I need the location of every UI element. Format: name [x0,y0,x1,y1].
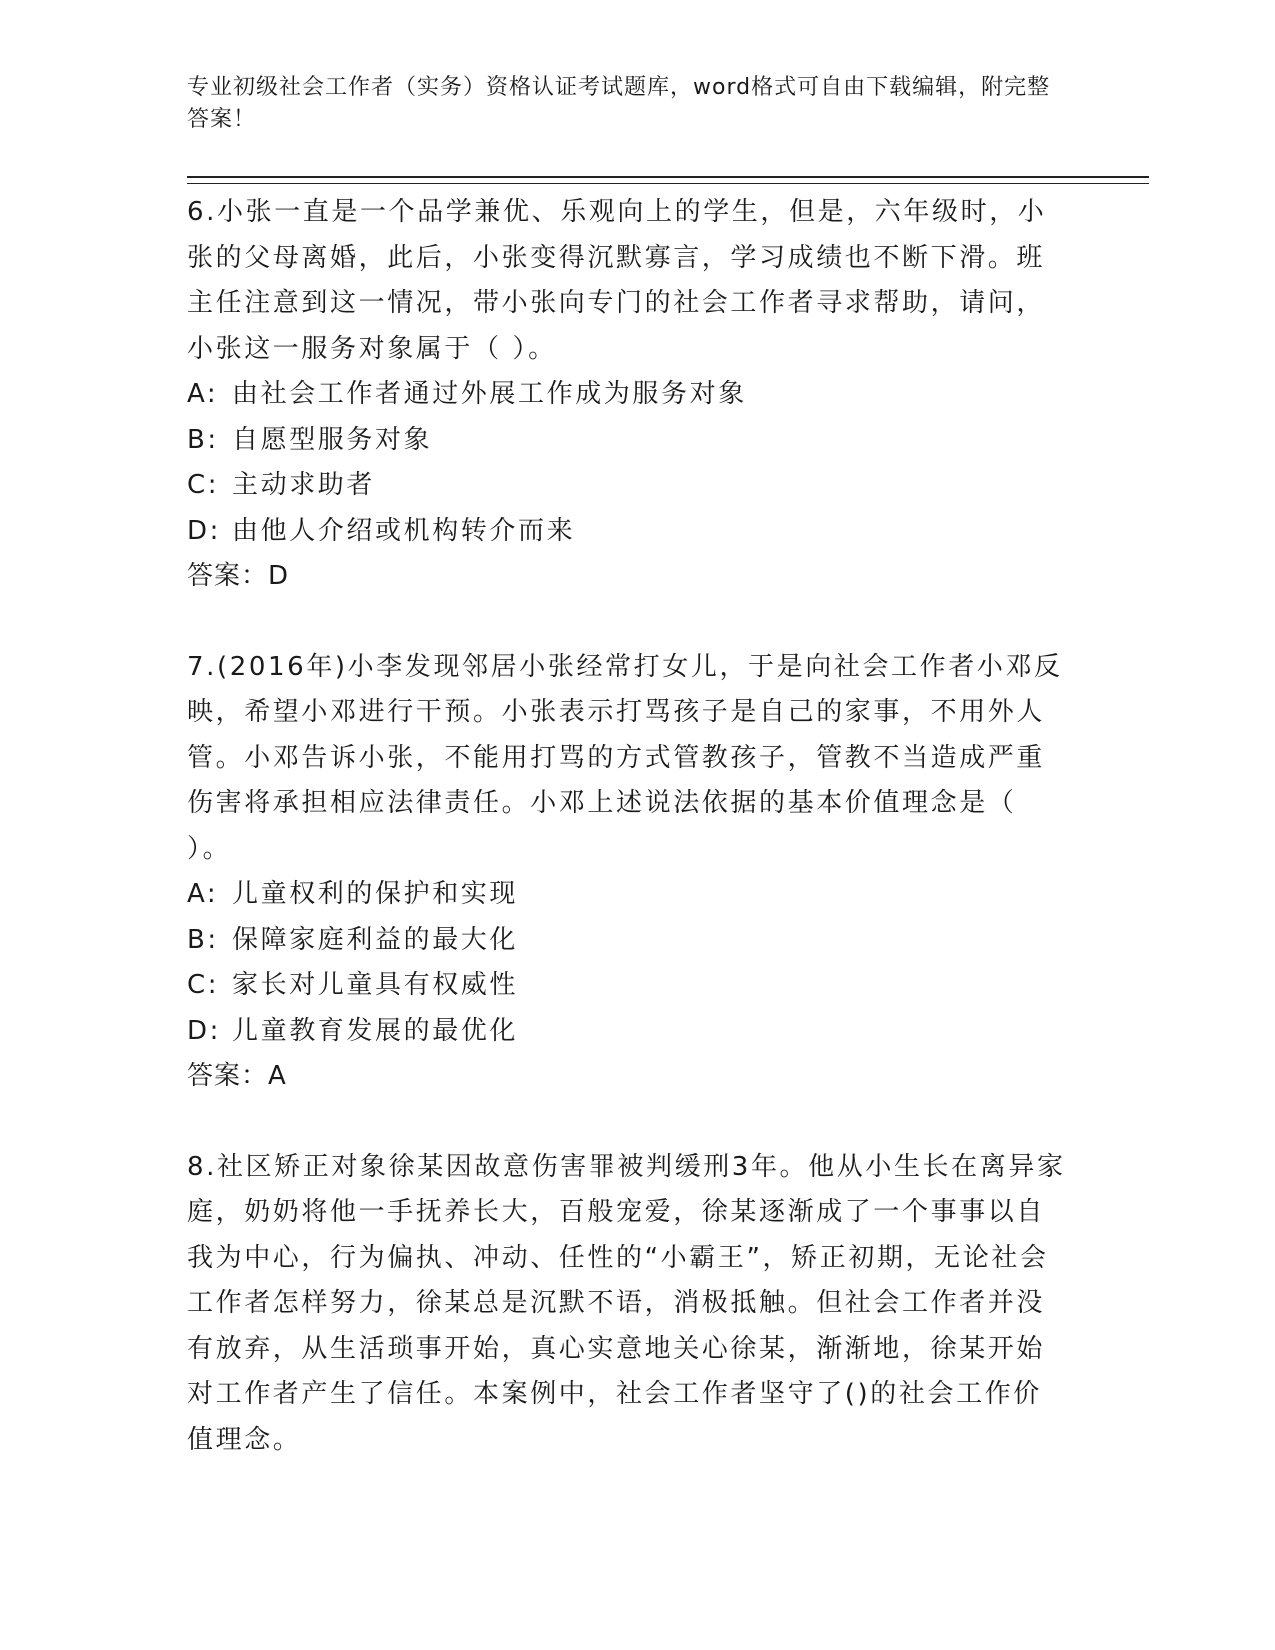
option-text: 由他人介绍或机构转介而来 [232,515,576,546]
question-7 [187,645,1067,1100]
option-letter: D: [187,515,221,546]
question-stem: 8.社区矫正对象徐某因故意伤害罪被判缓刑3年。他从小生长在离异家庭，奶奶将他一手抚养长大，百般宠爱，徐某逐渐成了一个事事以自我为中心，行为偏执、冲动、任性的“小霸王”，矫正初期，无论社会工作者怎样努力，徐某总是沉默不语，消极抵触。但社会工作者并没有放弃，从生活琐事开始，真心实意地关心徐某，渐渐地，徐某开始对工作者产生了信任。本案例中，社会工作者坚守了()的社会工作价值理念。 [187,1151,1066,1455]
question-list [187,190,1067,1463]
option-text: 保障家庭利益的最大化 [232,924,519,955]
option-c [187,963,1067,1009]
option-a [187,872,1067,918]
option-text: 儿童教育发展的最优化 [232,1015,519,1046]
option-b [187,918,1067,964]
option-text: 自愿型服务对象 [232,424,433,455]
option-letter: A: [187,379,219,409]
option-d [187,509,1067,555]
page-header: 专业初级社会工作者（实务）资格认证考试题库，word格式可自由下载编辑，附完整答案！ [187,75,1051,132]
option-a [187,372,1067,418]
option-text: 主动求助者 [232,470,376,500]
question-6 [187,190,1067,600]
option-c [187,463,1067,509]
option-text: 由社会工作者通过外展工作成为服务对象 [232,379,747,409]
option-letter: C: [187,970,220,1000]
question-8 [187,1145,1067,1464]
option-letter: A: [187,879,219,909]
option-letter: B: [187,424,219,455]
question-stem: 7.(2016年)小李发现邻居小张经常打女儿，于是向社会工作者小邓反映，希望小邓进行干预。小张表示打骂孩子是自己的家事，不用外人管。小邓告诉小张，不能用打骂的方式管教孩子，管教不当造成严重伤害将承担相应法律责任。小邓上述说法依据的基本价值理念是（ ）。 [187,651,1063,864]
option-text: 家长对儿童具有权威性 [232,970,519,1000]
option-letter: D: [187,1015,221,1046]
option-b [187,418,1067,464]
answer-line: 答案：D [187,561,290,591]
option-text: 儿童权利的保护和实现 [232,879,519,909]
option-letter: B: [187,924,219,955]
option-d [187,1009,1067,1055]
question-stem: 6.小张一直是一个品学兼优、乐观向上的学生，但是，六年级时，小张的父母离婚，此后，小张变得沉默寡言，学习成绩也不断下滑。班主任注意到这一情况，带小张向专门的社会工作者寻求帮助，请问，小张这一服务对象属于（ ）。 [187,197,1047,364]
header-divider-thick [187,176,1149,178]
option-letter: C: [187,470,220,500]
header-divider-thin [187,183,1149,184]
answer-line: 答案：A [187,1061,287,1091]
